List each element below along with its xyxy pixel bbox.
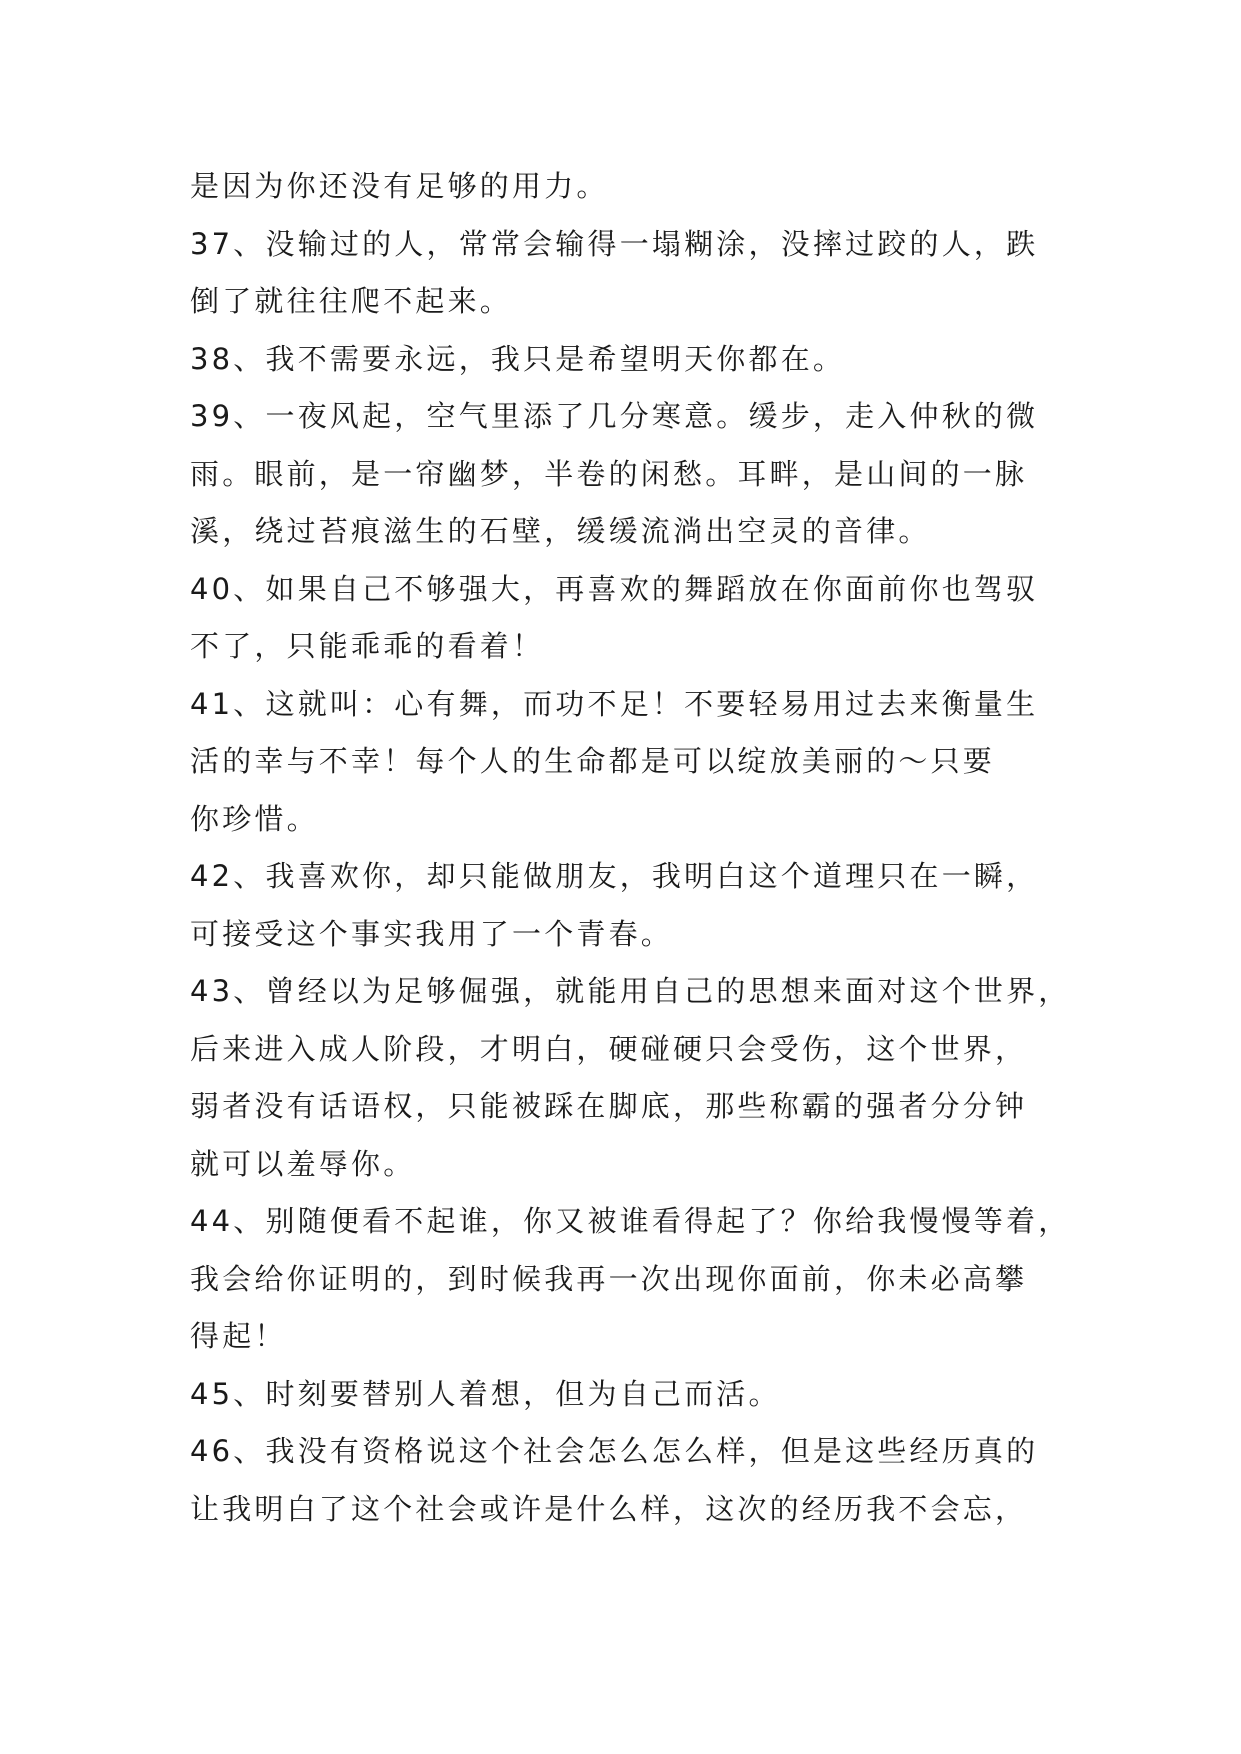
text-line: 41、这就叫：心有舞，而功不足！不要轻易用过去来衡量生 — [190, 686, 1039, 721]
text-line: 我会给你证明的，到时候我再一次出现你面前，你未必高攀 — [190, 1261, 1028, 1296]
text-line: 让我明白了这个社会或许是什么样，这次的经历我不会忘， — [190, 1491, 1028, 1526]
text-line: 39、一夜风起，空气里添了几分寒意。缓步，走入仲秋的微 — [190, 399, 1039, 433]
text-line: 后来进入成人阶段，才明白，硬碰硬只会受伤，这个世界， — [190, 1031, 1028, 1066]
text-line: 38、我不需要永远，我只是希望明天你都在。 — [190, 341, 846, 376]
text-line: 可接受这个事实我用了一个青春。 — [190, 916, 674, 951]
text-line: 雨。眼前，是一帘幽梦，半卷的闲愁。耳畔，是山间的一脉 — [190, 456, 1028, 491]
text-line: 46、我没有资格说这个社会怎么怎么样，但是这些经历真的 — [190, 1434, 1039, 1468]
text-line: 45、时刻要替别人着想，但为自己而活。 — [190, 1376, 781, 1411]
text-line: 40、如果自己不够强大，再喜欢的舞蹈放在你面前你也驾驭 — [190, 571, 1039, 606]
text-line: 37、没输过的人，常常会输得一塌糊涂，没摔过跤的人，跌 — [190, 226, 1039, 261]
text-line: 弱者没有话语权，只能被踩在脚底，那些称霸的强者分分钟 — [190, 1089, 1028, 1123]
text-line: 不了，只能乖乖的看着！ — [190, 629, 545, 663]
text-line: 溪，绕过苔痕滋生的石壁，缓缓流淌出空灵的音律。 — [190, 514, 931, 548]
text-line: 活的幸与不幸！每个人的生命都是可以绽放美丽的～只要 — [190, 744, 996, 778]
text-line: 倒了就往往爬不起来。 — [190, 284, 513, 318]
text-line: 是因为你还没有足够的用力。 — [190, 169, 609, 203]
text-line: 43、曾经以为足够倔强，就能用自己的思想来面对这个世界， — [190, 974, 1071, 1008]
text-line: 42、我喜欢你，却只能做朋友，我明白这个道理只在一瞬， — [190, 859, 1039, 893]
text-line: 你珍惜。 — [190, 801, 319, 836]
text-line: 得起！ — [190, 1319, 287, 1353]
text-line: 44、别随便看不起谁，你又被谁看得起了？你给我慢慢等着， — [190, 1204, 1071, 1238]
page-body-text — [190, 158, 1071, 1538]
text-line: 就可以羞辱你。 — [190, 1146, 416, 1181]
